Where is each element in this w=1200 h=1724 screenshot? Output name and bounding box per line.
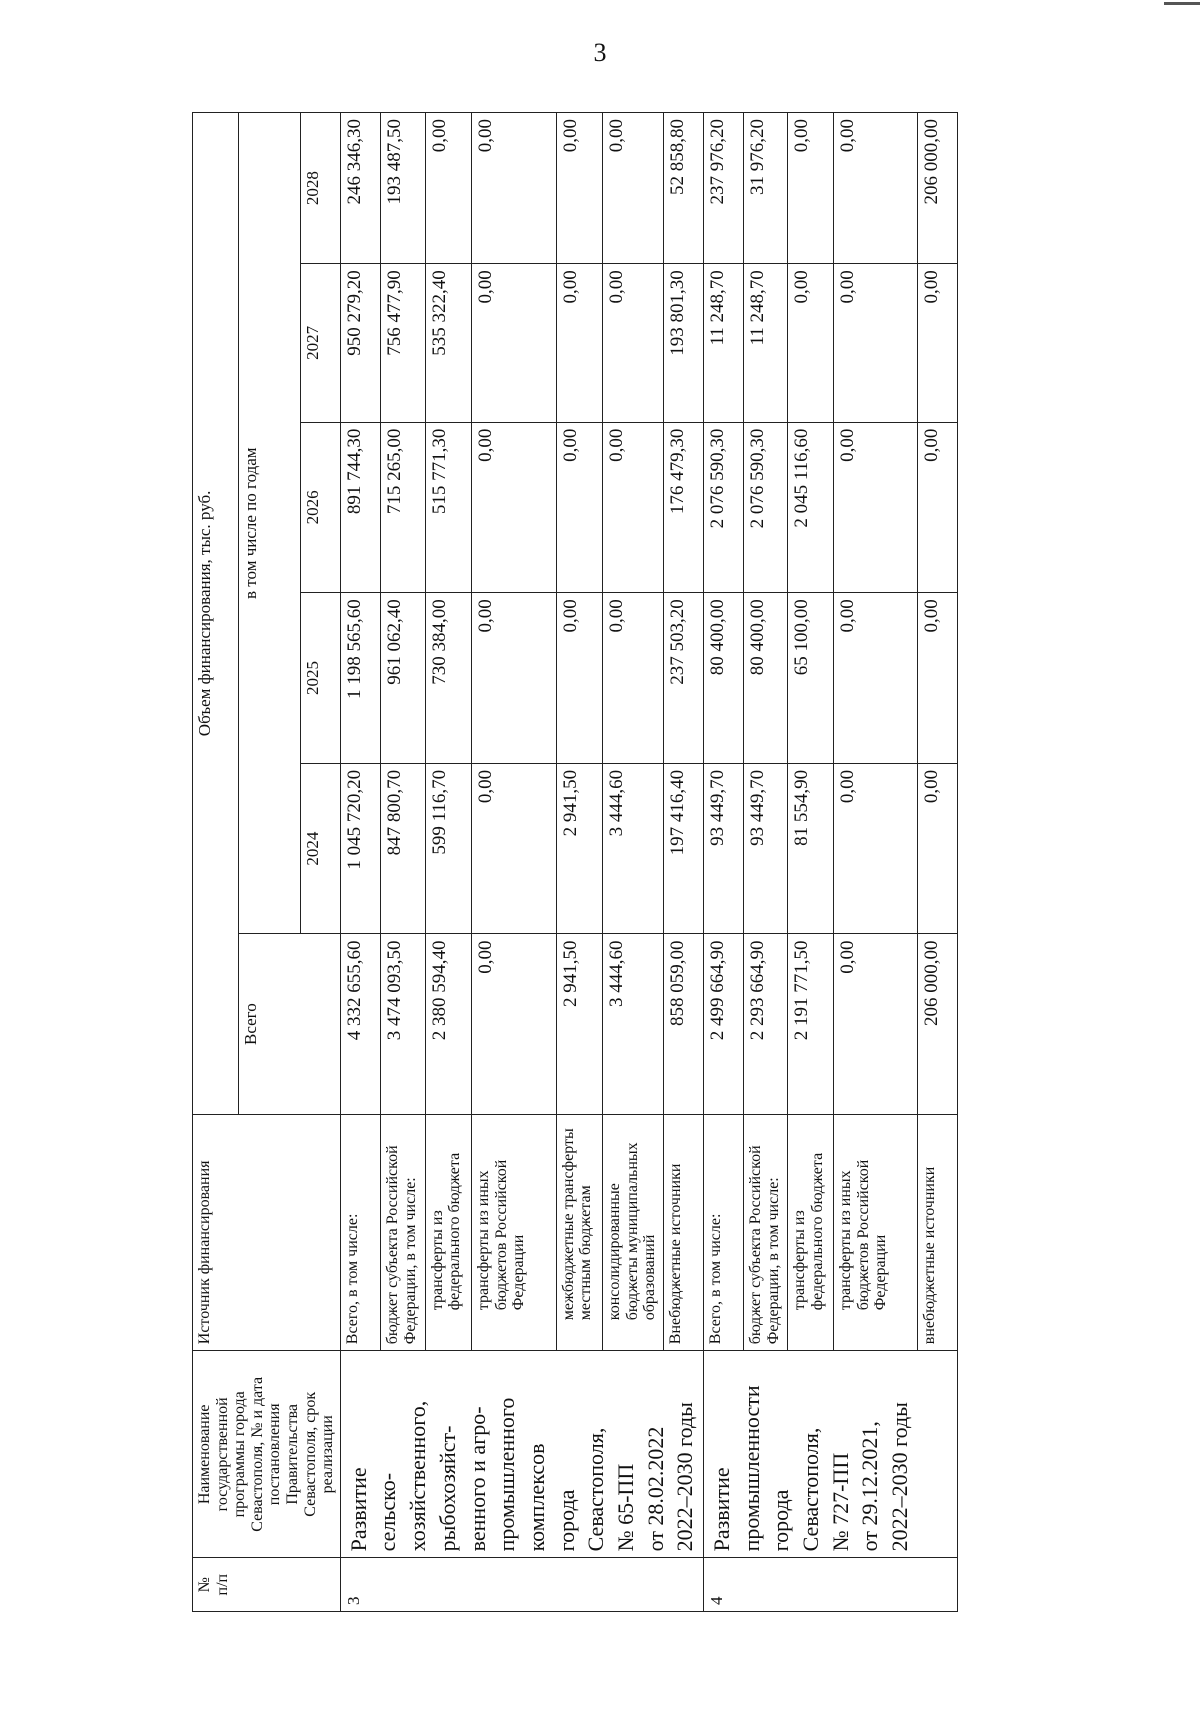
program-name-line: венного и агро-	[464, 1406, 490, 1552]
value-year-2026: 0,00	[556, 422, 602, 593]
value-year-2028: 0,00	[471, 113, 556, 264]
header-year-2026: 2026	[300, 422, 340, 593]
program-name-line: комплексов	[523, 1443, 549, 1552]
value-year-2025: 80 400,00	[744, 593, 788, 764]
value-year-2024: 599 116,70	[425, 763, 471, 934]
program-name-line: хозяйственного,	[405, 1400, 431, 1552]
program-name-line: рыбохозяйст-	[434, 1425, 460, 1552]
value-total: 0,00	[471, 934, 556, 1114]
rotated-table-frame	[192, 112, 1092, 1612]
value-year-2027: 756 477,90	[381, 264, 425, 422]
header-program-name: Наименование государственной программы города Севастополя, № и дата постановления Правительства Севастополя, срок реализации	[193, 1351, 341, 1558]
value-year-2026: 715 265,00	[381, 422, 425, 593]
value-total: 3 474 093,50	[381, 934, 425, 1114]
value-total: 3 444,60	[603, 934, 663, 1114]
value-year-2024: 0,00	[834, 763, 918, 934]
value-total: 2 293 664,90	[744, 934, 788, 1114]
header-year-2025: 2025	[300, 593, 340, 764]
value-year-2027: 535 322,40	[425, 264, 471, 422]
page-number: 3	[593, 38, 607, 67]
value-year-2028: 237 976,20	[704, 113, 744, 264]
financing-source: Внебюджетные источники	[663, 1114, 703, 1350]
program-name-line: Развитие	[345, 1467, 371, 1552]
financing-source: бюджет субъекта Российской Федерации, в том числе:	[744, 1114, 788, 1350]
value-total: 2 191 771,50	[788, 934, 834, 1114]
value-year-2024: 0,00	[918, 763, 958, 934]
program-name-line: Развитие	[709, 1467, 734, 1552]
financing-source: трансферты из федерального бюджета	[425, 1114, 471, 1350]
value-year-2026: 891 744,30	[340, 422, 380, 593]
table-row	[340, 113, 380, 1612]
program-name-line: Севастополя,	[583, 1427, 609, 1552]
value-year-2027: 0,00	[556, 264, 602, 422]
financing-source: Всего, в том числе:	[340, 1114, 380, 1350]
value-year-2024: 2 941,50	[556, 763, 602, 934]
value-year-2024: 197 416,40	[663, 763, 703, 934]
program-name-line: 2022–2030 годы	[672, 1402, 698, 1552]
program-name-line: промышленности	[738, 1385, 764, 1552]
value-year-2024: 0,00	[471, 763, 556, 934]
program-name-line: города	[553, 1489, 579, 1552]
program-name-line: № 727-ПП	[827, 1452, 853, 1552]
header-by-years: в том числе по годам	[239, 113, 301, 934]
header-volume: Объем финансирования, тыс. руб.	[193, 113, 239, 1115]
corner-mark	[1164, 2, 1200, 5]
value-total: 0,00	[834, 934, 918, 1114]
header-source: Источник финансирования	[193, 1114, 341, 1350]
program-name-line: от 28.02.2022	[642, 1426, 668, 1552]
value-year-2027: 0,00	[471, 264, 556, 422]
program-number: 4	[704, 1558, 958, 1612]
program-name-line: сельско-	[375, 1472, 401, 1552]
table-row	[704, 113, 744, 1612]
value-year-2024: 93 449,70	[704, 763, 744, 934]
value-total: 4 332 655,60	[340, 934, 380, 1114]
value-total: 206 000,00	[918, 934, 958, 1114]
value-year-2026: 0,00	[834, 422, 918, 593]
value-year-2025: 961 062,40	[381, 593, 425, 764]
value-year-2028: 31 976,20	[744, 113, 788, 264]
program-name-line: города	[768, 1489, 794, 1552]
value-year-2028: 0,00	[788, 113, 834, 264]
table-body	[340, 113, 957, 1612]
header-year-2024: 2024	[300, 763, 340, 934]
value-year-2028: 0,00	[834, 113, 918, 264]
program-name	[340, 1351, 703, 1558]
value-year-2025: 80 400,00	[704, 593, 744, 764]
value-year-2026: 515 771,30	[425, 422, 471, 593]
financing-source: трансферты из иных бюджетов Российской Федерации	[471, 1114, 556, 1350]
value-year-2026: 2 045 116,60	[788, 422, 834, 593]
program-name-line: 2022–2030 годы	[887, 1402, 913, 1552]
value-year-2027: 193 801,30	[663, 264, 703, 422]
financing-source: консолидированные бюджеты муниципальных образований	[603, 1114, 663, 1350]
value-year-2025: 0,00	[556, 593, 602, 764]
value-year-2028: 193 487,50	[381, 113, 425, 264]
value-year-2024: 81 554,90	[788, 763, 834, 934]
value-year-2027: 950 279,20	[340, 264, 380, 422]
value-year-2027: 0,00	[918, 264, 958, 422]
program-name-line: Севастополя,	[798, 1427, 824, 1552]
value-year-2028: 206 000,00	[918, 113, 958, 264]
value-year-2028: 0,00	[603, 113, 663, 264]
value-total: 2 499 664,90	[704, 934, 744, 1114]
program-name-line: промышленного	[494, 1397, 520, 1552]
value-year-2028: 52 858,80	[663, 113, 703, 264]
header-year-2028: 2028	[300, 113, 340, 264]
financing-source: межбюджетные трансферты местным бюджетам	[556, 1114, 602, 1350]
value-year-2025: 0,00	[834, 593, 918, 764]
value-year-2028: 246 346,30	[340, 113, 380, 264]
value-year-2026: 0,00	[918, 422, 958, 593]
program-number: 3	[340, 1558, 703, 1612]
value-total: 858 059,00	[663, 934, 703, 1114]
value-year-2026: 0,00	[603, 422, 663, 593]
header-num: № п/п	[193, 1558, 341, 1612]
value-year-2027: 0,00	[834, 264, 918, 422]
value-year-2026: 0,00	[471, 422, 556, 593]
value-year-2024: 3 444,60	[603, 763, 663, 934]
value-year-2026: 2 076 590,30	[744, 422, 788, 593]
value-total: 2 941,50	[556, 934, 602, 1114]
value-year-2028: 0,00	[556, 113, 602, 264]
value-year-2027: 11 248,70	[704, 264, 744, 422]
value-total: 2 380 594,40	[425, 934, 471, 1114]
value-year-2026: 176 479,30	[663, 422, 703, 593]
header-total: Всего	[239, 934, 341, 1114]
financing-source: бюджет субъекта Российской Федерации, в том числе:	[381, 1114, 425, 1350]
value-year-2024: 1 045 720,20	[340, 763, 380, 934]
value-year-2026: 2 076 590,30	[704, 422, 744, 593]
value-year-2025: 0,00	[918, 593, 958, 764]
financing-source: трансферты из федерального бюджета	[788, 1114, 834, 1350]
value-year-2025: 1 198 565,60	[340, 593, 380, 764]
financing-source: внебюджетные источники	[918, 1114, 958, 1350]
financing-source: Всего, в том числе:	[704, 1114, 744, 1350]
value-year-2025: 237 503,20	[663, 593, 703, 764]
value-year-2027: 0,00	[788, 264, 834, 422]
financing-source: трансферты из иных бюджетов Российской Федерации	[834, 1114, 918, 1350]
value-year-2025: 0,00	[471, 593, 556, 764]
program-name-line: от 29.12.2021,	[857, 1421, 883, 1552]
value-year-2025: 65 100,00	[788, 593, 834, 764]
value-year-2027: 0,00	[603, 264, 663, 422]
table-header	[193, 113, 341, 1612]
financing-table	[192, 112, 958, 1612]
program-name	[704, 1351, 958, 1558]
header-year-2027: 2027	[300, 264, 340, 422]
program-name-line: № 65-ПП	[612, 1463, 638, 1552]
value-year-2024: 93 449,70	[744, 763, 788, 934]
value-year-2025: 0,00	[603, 593, 663, 764]
value-year-2028: 0,00	[425, 113, 471, 264]
value-year-2025: 730 384,00	[425, 593, 471, 764]
value-year-2027: 11 248,70	[744, 264, 788, 422]
value-year-2024: 847 800,70	[381, 763, 425, 934]
